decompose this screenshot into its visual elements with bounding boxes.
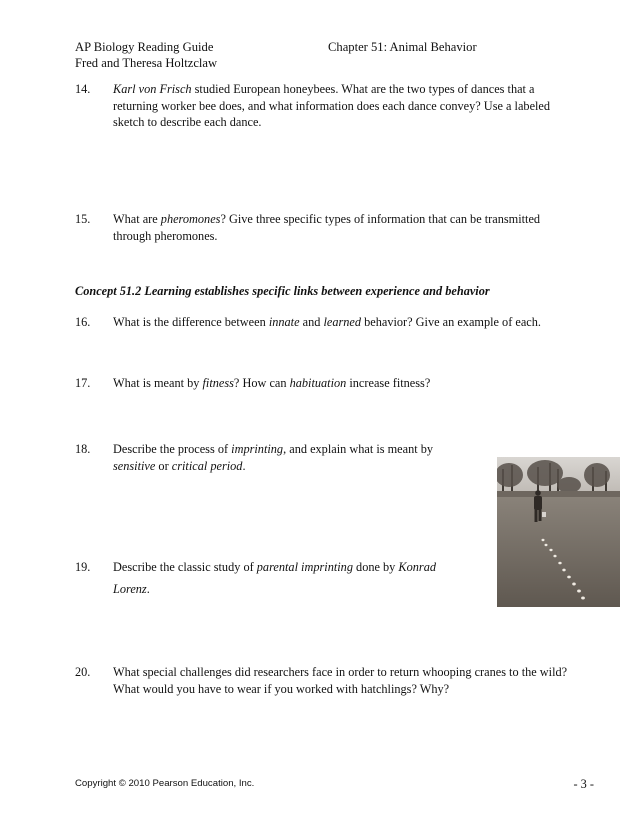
question-term: parental imprinting [256,560,353,574]
question-term: fitness [202,376,234,390]
question-text-run: and [299,315,324,329]
question-number: 15. [75,212,91,226]
question-text-run: done by [352,560,399,574]
question-text-run: , and explain what is meant by [283,442,434,456]
question-text-run: Describe the process of [113,442,232,456]
question-text-run: . [146,582,150,596]
page-number: - 3 - [573,777,594,791]
question-text-run: studied European honeybees. What are the two types of dances that a returning worker bee does, and what information does each dance convey? Use a labeled sketch to describe each dance. [113,82,551,129]
question-text-run: What is the difference between [113,315,269,329]
question-term: critical period [171,458,243,473]
concept-heading: Concept 51.2 Learning establishes specific links between experience and behavior [75,284,490,298]
question-text-run: ? How can [233,376,290,390]
question-text-run: What special challenges did researchers face in order to return whooping cranes to the wild? What would you have to wear if you worked with hatchlings? Why? [113,665,568,696]
chapter-title: Chapter 51: Animal Behavior [328,40,477,54]
question-text-run: What is meant by [113,376,203,390]
authors: Fred and Theresa Holtzclaw [75,56,218,70]
question-term: Konrad Lorenz [113,560,437,596]
question-term: sensitive [113,458,156,473]
question-term: Karl von Frisch [113,82,192,96]
question-number: 17. [75,376,91,390]
question-text [113,441,443,474]
question-number: 18. [75,442,91,456]
question-text [113,375,565,392]
question-text [113,81,565,131]
question-text-run: . [242,458,246,473]
question-term: learned [323,315,362,329]
question-term: pheromones [160,212,221,226]
question-text-run: What are [113,212,161,226]
question-number: 20. [75,665,91,679]
question-text [113,211,565,244]
question-text [113,664,593,697]
question-term: innate [268,315,300,329]
question-number: 14. [75,82,91,96]
question-number: 19. [75,560,91,574]
guide-title: AP Biology Reading Guide [75,40,214,54]
question-term: habituation [289,376,347,390]
question-text-run: Describe the classic study of [113,560,257,574]
lorenz-goslings-photo [497,457,620,607]
question-text-run: ? Give three specific types of information that can be transmitted through pheromones. [113,212,541,243]
question-text [113,314,565,331]
question-term: imprinting [231,442,284,456]
question-text-run: increase fitness? [346,376,431,390]
question-number: 16. [75,315,91,329]
copyright: Copyright © 2010 Pearson Education, Inc. [75,778,255,789]
question-text-run: behavior? Give an example of each. [361,315,541,329]
question-text [113,556,443,600]
question-text-run: or [155,458,172,473]
